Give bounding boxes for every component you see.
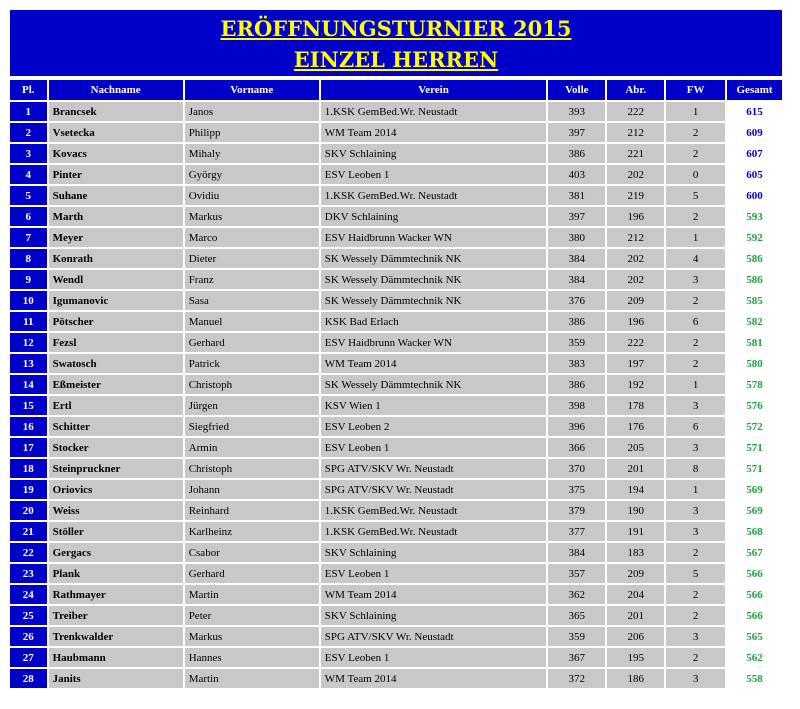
volle-cell: 381 [548, 186, 605, 205]
table-row [10, 354, 782, 373]
volle-cell: 386 [548, 375, 605, 394]
rank-cell: 4 [10, 165, 47, 184]
fw-cell: 1 [666, 102, 725, 121]
firstname-cell: Gerhard [185, 564, 319, 583]
rank-cell: 21 [10, 522, 47, 541]
total-cell: 571 [727, 438, 782, 457]
category-title: EINZEL HERREN [293, 47, 499, 72]
lastname-cell: Konrath [49, 249, 183, 268]
club-cell: SKV Schlaining [321, 543, 547, 562]
table-row [10, 270, 782, 289]
rank-cell: 22 [10, 543, 47, 562]
fw-cell: 3 [666, 438, 725, 457]
rank-cell: 6 [10, 207, 47, 226]
firstname-cell: Hannes [185, 648, 319, 667]
header-row [10, 80, 782, 100]
volle-cell: 383 [548, 354, 605, 373]
abr-cell: 205 [607, 438, 664, 457]
col-header-vorname: Vorname [185, 80, 319, 100]
table-row [10, 333, 782, 352]
fw-cell: 6 [666, 312, 725, 331]
abr-cell: 196 [607, 207, 664, 226]
total-cell: 578 [727, 375, 782, 394]
col-header-verein: Verein [321, 80, 547, 100]
total-cell: 600 [727, 186, 782, 205]
fw-cell: 2 [666, 144, 725, 163]
table-row [10, 543, 782, 562]
fw-cell: 2 [666, 543, 725, 562]
fw-cell: 5 [666, 186, 725, 205]
volle-cell: 380 [548, 228, 605, 247]
total-cell: 586 [727, 249, 782, 268]
fw-cell: 6 [666, 417, 725, 436]
rank-cell: 20 [10, 501, 47, 520]
fw-cell: 4 [666, 249, 725, 268]
lastname-cell: Schitter [49, 417, 183, 436]
abr-cell: 212 [607, 228, 664, 247]
abr-cell: 195 [607, 648, 664, 667]
club-cell: WM Team 2014 [321, 123, 547, 142]
table-row [10, 669, 782, 688]
total-cell: 582 [727, 312, 782, 331]
table-row [10, 606, 782, 625]
total-cell: 568 [727, 522, 782, 541]
club-cell: SPG ATV/SKV Wr. Neustadt [321, 480, 547, 499]
firstname-cell: Siegfried [185, 417, 319, 436]
volle-cell: 397 [548, 123, 605, 142]
firstname-cell: Karlheinz [185, 522, 319, 541]
fw-cell: 2 [666, 354, 725, 373]
tournament-title: ERÖFFNUNGSTURNIER 2015 [220, 16, 572, 41]
volle-cell: 359 [548, 333, 605, 352]
abr-cell: 212 [607, 123, 664, 142]
rank-cell: 26 [10, 627, 47, 646]
firstname-cell: Armin [185, 438, 319, 457]
table-row [10, 396, 782, 415]
firstname-cell: Patrick [185, 354, 319, 373]
fw-cell: 2 [666, 123, 725, 142]
rank-cell: 17 [10, 438, 47, 457]
club-cell: SPG ATV/SKV Wr. Neustadt [321, 627, 547, 646]
firstname-cell: Janos [185, 102, 319, 121]
table-row [10, 417, 782, 436]
club-cell: SK Wessely Dämmtechnik NK [321, 249, 547, 268]
club-cell: ESV Leoben 2 [321, 417, 547, 436]
firstname-cell: Jürgen [185, 396, 319, 415]
table-row [10, 438, 782, 457]
fw-cell: 5 [666, 564, 725, 583]
total-cell: 581 [727, 333, 782, 352]
col-header-volle: Volle [548, 80, 605, 100]
table-row [10, 102, 782, 121]
club-cell: WM Team 2014 [321, 354, 547, 373]
volle-cell: 379 [548, 501, 605, 520]
rank-cell: 12 [10, 333, 47, 352]
volle-cell: 366 [548, 438, 605, 457]
club-cell: ESV Leoben 1 [321, 648, 547, 667]
club-cell: 1.KSK GemBed.Wr. Neustadt [321, 186, 547, 205]
volle-cell: 386 [548, 144, 605, 163]
volle-cell: 362 [548, 585, 605, 604]
lastname-cell: Rathmayer [49, 585, 183, 604]
total-cell: 558 [727, 669, 782, 688]
table-row [10, 249, 782, 268]
table-row [10, 123, 782, 142]
rank-cell: 16 [10, 417, 47, 436]
lastname-cell: Wendl [49, 270, 183, 289]
lastname-cell: Stocker [49, 438, 183, 457]
rank-cell: 18 [10, 459, 47, 478]
table-row [10, 228, 782, 247]
volle-cell: 370 [548, 459, 605, 478]
lastname-cell: Eßmeister [49, 375, 183, 394]
firstname-cell: Peter [185, 606, 319, 625]
fw-cell: 3 [666, 522, 725, 541]
abr-cell: 178 [607, 396, 664, 415]
rank-cell: 24 [10, 585, 47, 604]
fw-cell: 1 [666, 375, 725, 394]
volle-cell: 377 [548, 522, 605, 541]
fw-cell: 3 [666, 669, 725, 688]
lastname-cell: Igumanovic [49, 291, 183, 310]
total-cell: 566 [727, 564, 782, 583]
firstname-cell: Christoph [185, 375, 319, 394]
lastname-cell: Pötscher [49, 312, 183, 331]
total-cell: 593 [727, 207, 782, 226]
total-cell: 580 [727, 354, 782, 373]
firstname-cell: Csabor [185, 543, 319, 562]
total-cell: 562 [727, 648, 782, 667]
rank-cell: 1 [10, 102, 47, 121]
rank-cell: 28 [10, 669, 47, 688]
club-cell: KSV Wien 1 [321, 396, 547, 415]
total-cell: 615 [727, 102, 782, 121]
club-cell: SKV Schlaining [321, 606, 547, 625]
lastname-cell: Meyer [49, 228, 183, 247]
total-cell: 592 [727, 228, 782, 247]
volle-cell: 357 [548, 564, 605, 583]
club-cell: SK Wessely Dämmtechnik NK [321, 375, 547, 394]
table-row [10, 627, 782, 646]
volle-cell: 393 [548, 102, 605, 121]
total-cell: 565 [727, 627, 782, 646]
abr-cell: 206 [607, 627, 664, 646]
rank-cell: 15 [10, 396, 47, 415]
total-cell: 572 [727, 417, 782, 436]
club-cell: SK Wessely Dämmtechnik NK [321, 291, 547, 310]
rank-cell: 5 [10, 186, 47, 205]
lastname-cell: Suhane [49, 186, 183, 205]
rank-cell: 10 [10, 291, 47, 310]
abr-cell: 222 [607, 102, 664, 121]
total-cell: 566 [727, 585, 782, 604]
abr-cell: 196 [607, 312, 664, 331]
rank-cell: 7 [10, 228, 47, 247]
rank-cell: 11 [10, 312, 47, 331]
lastname-cell: Gergacs [49, 543, 183, 562]
lastname-cell: Fezsl [49, 333, 183, 352]
lastname-cell: Marth [49, 207, 183, 226]
total-cell: 576 [727, 396, 782, 415]
fw-cell: 3 [666, 501, 725, 520]
club-cell: ESV Haidbrunn Wacker WN [321, 228, 547, 247]
table-row [10, 501, 782, 520]
table-row [10, 480, 782, 499]
total-cell: 569 [727, 501, 782, 520]
abr-cell: 222 [607, 333, 664, 352]
firstname-cell: Reinhard [185, 501, 319, 520]
club-cell: WM Team 2014 [321, 585, 547, 604]
volle-cell: 384 [548, 249, 605, 268]
volle-cell: 367 [548, 648, 605, 667]
fw-cell: 2 [666, 333, 725, 352]
abr-cell: 186 [607, 669, 664, 688]
club-cell: 1.KSK GemBed.Wr. Neustadt [321, 501, 547, 520]
total-cell: 566 [727, 606, 782, 625]
firstname-cell: Sasa [185, 291, 319, 310]
col-header-nachname: Nachname [49, 80, 183, 100]
abr-cell: 197 [607, 354, 664, 373]
lastname-cell: Steinpruckner [49, 459, 183, 478]
rank-cell: 8 [10, 249, 47, 268]
abr-cell: 219 [607, 186, 664, 205]
volle-cell: 372 [548, 669, 605, 688]
club-cell: ESV Leoben 1 [321, 165, 547, 184]
rank-cell: 27 [10, 648, 47, 667]
volle-cell: 397 [548, 207, 605, 226]
abr-cell: 192 [607, 375, 664, 394]
total-cell: 609 [727, 123, 782, 142]
abr-cell: 183 [607, 543, 664, 562]
results-table [8, 78, 784, 690]
lastname-cell: Swatosch [49, 354, 183, 373]
table-row [10, 375, 782, 394]
lastname-cell: Treiber [49, 606, 183, 625]
fw-cell: 3 [666, 396, 725, 415]
volle-cell: 398 [548, 396, 605, 415]
abr-cell: 176 [607, 417, 664, 436]
firstname-cell: Johann [185, 480, 319, 499]
fw-cell: 2 [666, 207, 725, 226]
lastname-cell: Vsetecka [49, 123, 183, 142]
fw-cell: 8 [666, 459, 725, 478]
table-row [10, 648, 782, 667]
abr-cell: 190 [607, 501, 664, 520]
col-header-pl: Pl. [10, 80, 47, 100]
lastname-cell: Janits [49, 669, 183, 688]
volle-cell: 359 [548, 627, 605, 646]
club-cell: ESV Leoben 1 [321, 438, 547, 457]
table-row [10, 291, 782, 310]
firstname-cell: Philipp [185, 123, 319, 142]
results-sheet [10, 10, 782, 690]
lastname-cell: Stöller [49, 522, 183, 541]
fw-cell: 2 [666, 648, 725, 667]
rank-cell: 9 [10, 270, 47, 289]
club-cell: SPG ATV/SKV Wr. Neustadt [321, 459, 547, 478]
volle-cell: 384 [548, 543, 605, 562]
firstname-cell: Martin [185, 669, 319, 688]
total-cell: 607 [727, 144, 782, 163]
volle-cell: 403 [548, 165, 605, 184]
firstname-cell: Ovidiu [185, 186, 319, 205]
total-cell: 586 [727, 270, 782, 289]
club-cell: SKV Schlaining [321, 144, 547, 163]
fw-cell: 3 [666, 270, 725, 289]
fw-cell: 3 [666, 627, 725, 646]
fw-cell: 2 [666, 291, 725, 310]
lastname-cell: Trenkwalder [49, 627, 183, 646]
table-row [10, 459, 782, 478]
col-header-fw: FW [666, 80, 725, 100]
volle-cell: 384 [548, 270, 605, 289]
abr-cell: 221 [607, 144, 664, 163]
rank-cell: 2 [10, 123, 47, 142]
table-row [10, 144, 782, 163]
lastname-cell: Weiss [49, 501, 183, 520]
firstname-cell: Christoph [185, 459, 319, 478]
club-cell: 1.KSK GemBed.Wr. Neustadt [321, 102, 547, 121]
fw-cell: 2 [666, 606, 725, 625]
abr-cell: 202 [607, 249, 664, 268]
rank-cell: 14 [10, 375, 47, 394]
lastname-cell: Brancsek [49, 102, 183, 121]
results-body [10, 102, 782, 688]
volle-cell: 396 [548, 417, 605, 436]
table-row [10, 186, 782, 205]
abr-cell: 201 [607, 606, 664, 625]
lastname-cell: Kovacs [49, 144, 183, 163]
rank-cell: 23 [10, 564, 47, 583]
rank-cell: 19 [10, 480, 47, 499]
firstname-cell: Marco [185, 228, 319, 247]
club-cell: ESV Haidbrunn Wacker WN [321, 333, 547, 352]
volle-cell: 375 [548, 480, 605, 499]
col-header-abr: Abr. [607, 80, 664, 100]
abr-cell: 202 [607, 270, 664, 289]
rank-cell: 25 [10, 606, 47, 625]
lastname-cell: Plank [49, 564, 183, 583]
firstname-cell: Mihaly [185, 144, 319, 163]
lastname-cell: Oriovics [49, 480, 183, 499]
abr-cell: 202 [607, 165, 664, 184]
firstname-cell: Franz [185, 270, 319, 289]
fw-cell: 0 [666, 165, 725, 184]
firstname-cell: Markus [185, 627, 319, 646]
firstname-cell: György [185, 165, 319, 184]
total-cell: 567 [727, 543, 782, 562]
abr-cell: 209 [607, 564, 664, 583]
rank-cell: 13 [10, 354, 47, 373]
abr-cell: 201 [607, 459, 664, 478]
table-row [10, 522, 782, 541]
fw-cell: 2 [666, 585, 725, 604]
total-cell: 585 [727, 291, 782, 310]
volle-cell: 386 [548, 312, 605, 331]
club-cell: ESV Leoben 1 [321, 564, 547, 583]
total-cell: 569 [727, 480, 782, 499]
lastname-cell: Haubmann [49, 648, 183, 667]
firstname-cell: Manuel [185, 312, 319, 331]
club-cell: WM Team 2014 [321, 669, 547, 688]
total-cell: 605 [727, 165, 782, 184]
abr-cell: 194 [607, 480, 664, 499]
title-banner [10, 10, 782, 76]
club-cell: 1.KSK GemBed.Wr. Neustadt [321, 522, 547, 541]
lastname-cell: Pinter [49, 165, 183, 184]
lastname-cell: Ertl [49, 396, 183, 415]
table-row [10, 585, 782, 604]
firstname-cell: Markus [185, 207, 319, 226]
table-row [10, 564, 782, 583]
firstname-cell: Gerhard [185, 333, 319, 352]
firstname-cell: Martin [185, 585, 319, 604]
club-cell: KSK Bad Erlach [321, 312, 547, 331]
col-header-gesamt: Gesamt [727, 80, 782, 100]
fw-cell: 1 [666, 480, 725, 499]
abr-cell: 209 [607, 291, 664, 310]
table-row [10, 165, 782, 184]
club-cell: SK Wessely Dämmtechnik NK [321, 270, 547, 289]
abr-cell: 191 [607, 522, 664, 541]
table-row [10, 207, 782, 226]
club-cell: DKV Schlaining [321, 207, 547, 226]
table-row [10, 312, 782, 331]
total-cell: 571 [727, 459, 782, 478]
volle-cell: 365 [548, 606, 605, 625]
firstname-cell: Dieter [185, 249, 319, 268]
abr-cell: 204 [607, 585, 664, 604]
fw-cell: 1 [666, 228, 725, 247]
volle-cell: 376 [548, 291, 605, 310]
rank-cell: 3 [10, 144, 47, 163]
